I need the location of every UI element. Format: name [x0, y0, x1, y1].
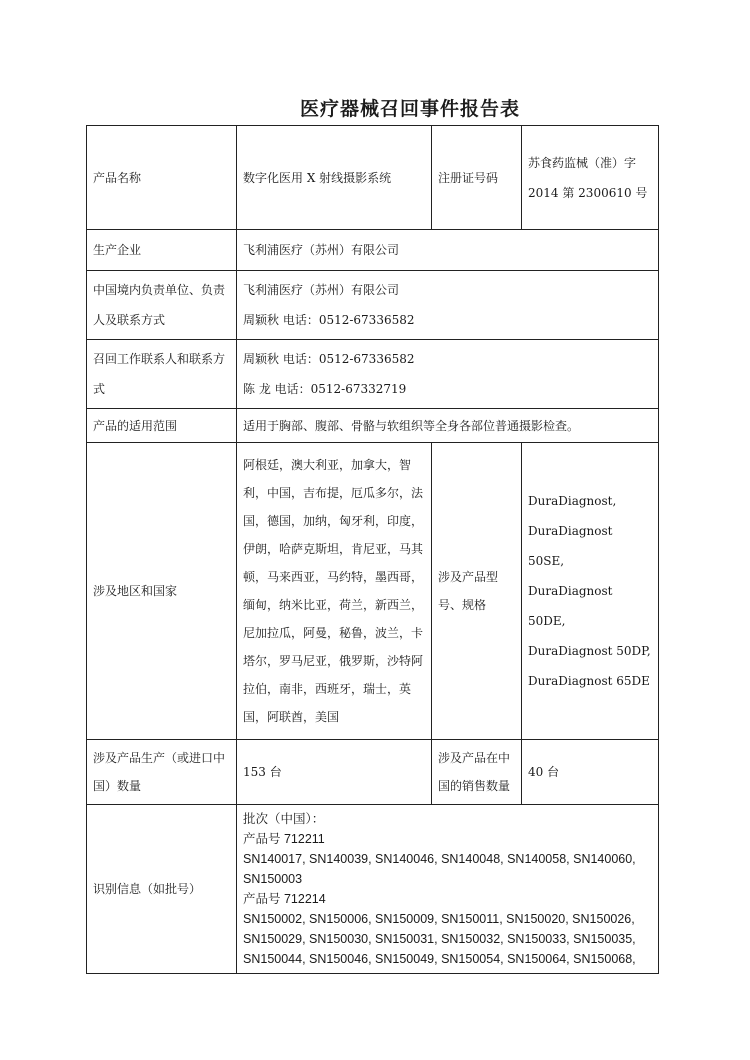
scope-value: 适用于胸部、腹部、骨骼与软组织等全身各部位普通摄影检查。 [237, 409, 659, 443]
recall-contact-label: 召回工作联系人和联系方式 [87, 340, 237, 409]
row-scope [87, 409, 659, 443]
identification-value: 批次（中国）： 产品号 712211 SN140017, SN140039, SN140046, SN140048, SN140058, SN140060, SN150003 产品号 712214 SN150002, SN150006, SN150009, SN150011, SN150020, SN150026, SN150029, SN150030, SN150031, SN150032, SN150033, SN150035, SN150044, SN150046, SN150049, SN150054, SN150064, SN150068, [237, 805, 659, 974]
product-name-value: 数字化医用 X 射线摄影系统 [237, 126, 432, 230]
manufacturer-label: 生产企业 [87, 230, 237, 271]
china-sales-label: 涉及产品在中国的销售数量 [432, 740, 522, 805]
product-name-label: 产品名称 [87, 126, 237, 230]
models-value: DuraDiagnost, DuraDiagnost 50SE, DuraDiagnost 50DE, DuraDiagnost 50DP, DuraDiagnost 65DE [522, 443, 659, 740]
manufacturer-value: 飞利浦医疗（苏州）有限公司 [237, 230, 659, 271]
recall-contact-value: 周颖秋 电话：0512-67336582 陈 龙 电话：0512-67332719 [237, 340, 659, 409]
scope-label: 产品的适用范围 [87, 409, 237, 443]
identification-label: 识别信息（如批号） [87, 805, 237, 974]
row-identification [87, 805, 659, 974]
row-manufacturer [87, 230, 659, 271]
china-sales-value: 40 台 [522, 740, 659, 805]
regions-label: 涉及地区和国家 [87, 443, 237, 740]
models-label: 涉及产品型号、规格 [432, 443, 522, 740]
row-domestic-responsible [87, 271, 659, 340]
row-recall-contact [87, 340, 659, 409]
domestic-responsible-label: 中国境内负责单位、负责人及联系方式 [87, 271, 237, 340]
registration-number-label: 注册证号码 [432, 126, 522, 230]
regions-value: 阿根廷，澳大利亚，加拿大，智利，中国，吉布提，厄瓜多尔，法国，德国，加纳，匈牙利，印度，伊朗，哈萨克斯坦，肯尼亚，马其顿，马来西亚，马约特，墨西哥，缅甸，纳米比亚，荷兰，新西兰，尼加拉瓜，阿曼，秘鲁，波兰，卡塔尔，罗马尼亚，俄罗斯，沙特阿拉伯，南非，西班牙，瑞士，英国，阿联酋，美国 [237, 443, 432, 740]
row-regions [87, 443, 659, 740]
row-product-name [87, 126, 659, 230]
recall-report-table [86, 125, 659, 974]
registration-number-value: 苏食药监械（准）字 2014 第 2300610 号 [522, 126, 659, 230]
domestic-responsible-value: 飞利浦医疗（苏州）有限公司 周颖秋 电话：0512-67336582 [237, 271, 659, 340]
production-qty-value: 153 台 [237, 740, 432, 805]
row-quantities [87, 740, 659, 805]
production-qty-label: 涉及产品生产（或进口中国）数量 [87, 740, 237, 805]
document-title: 医疗器械召回事件报告表 [299, 98, 520, 120]
